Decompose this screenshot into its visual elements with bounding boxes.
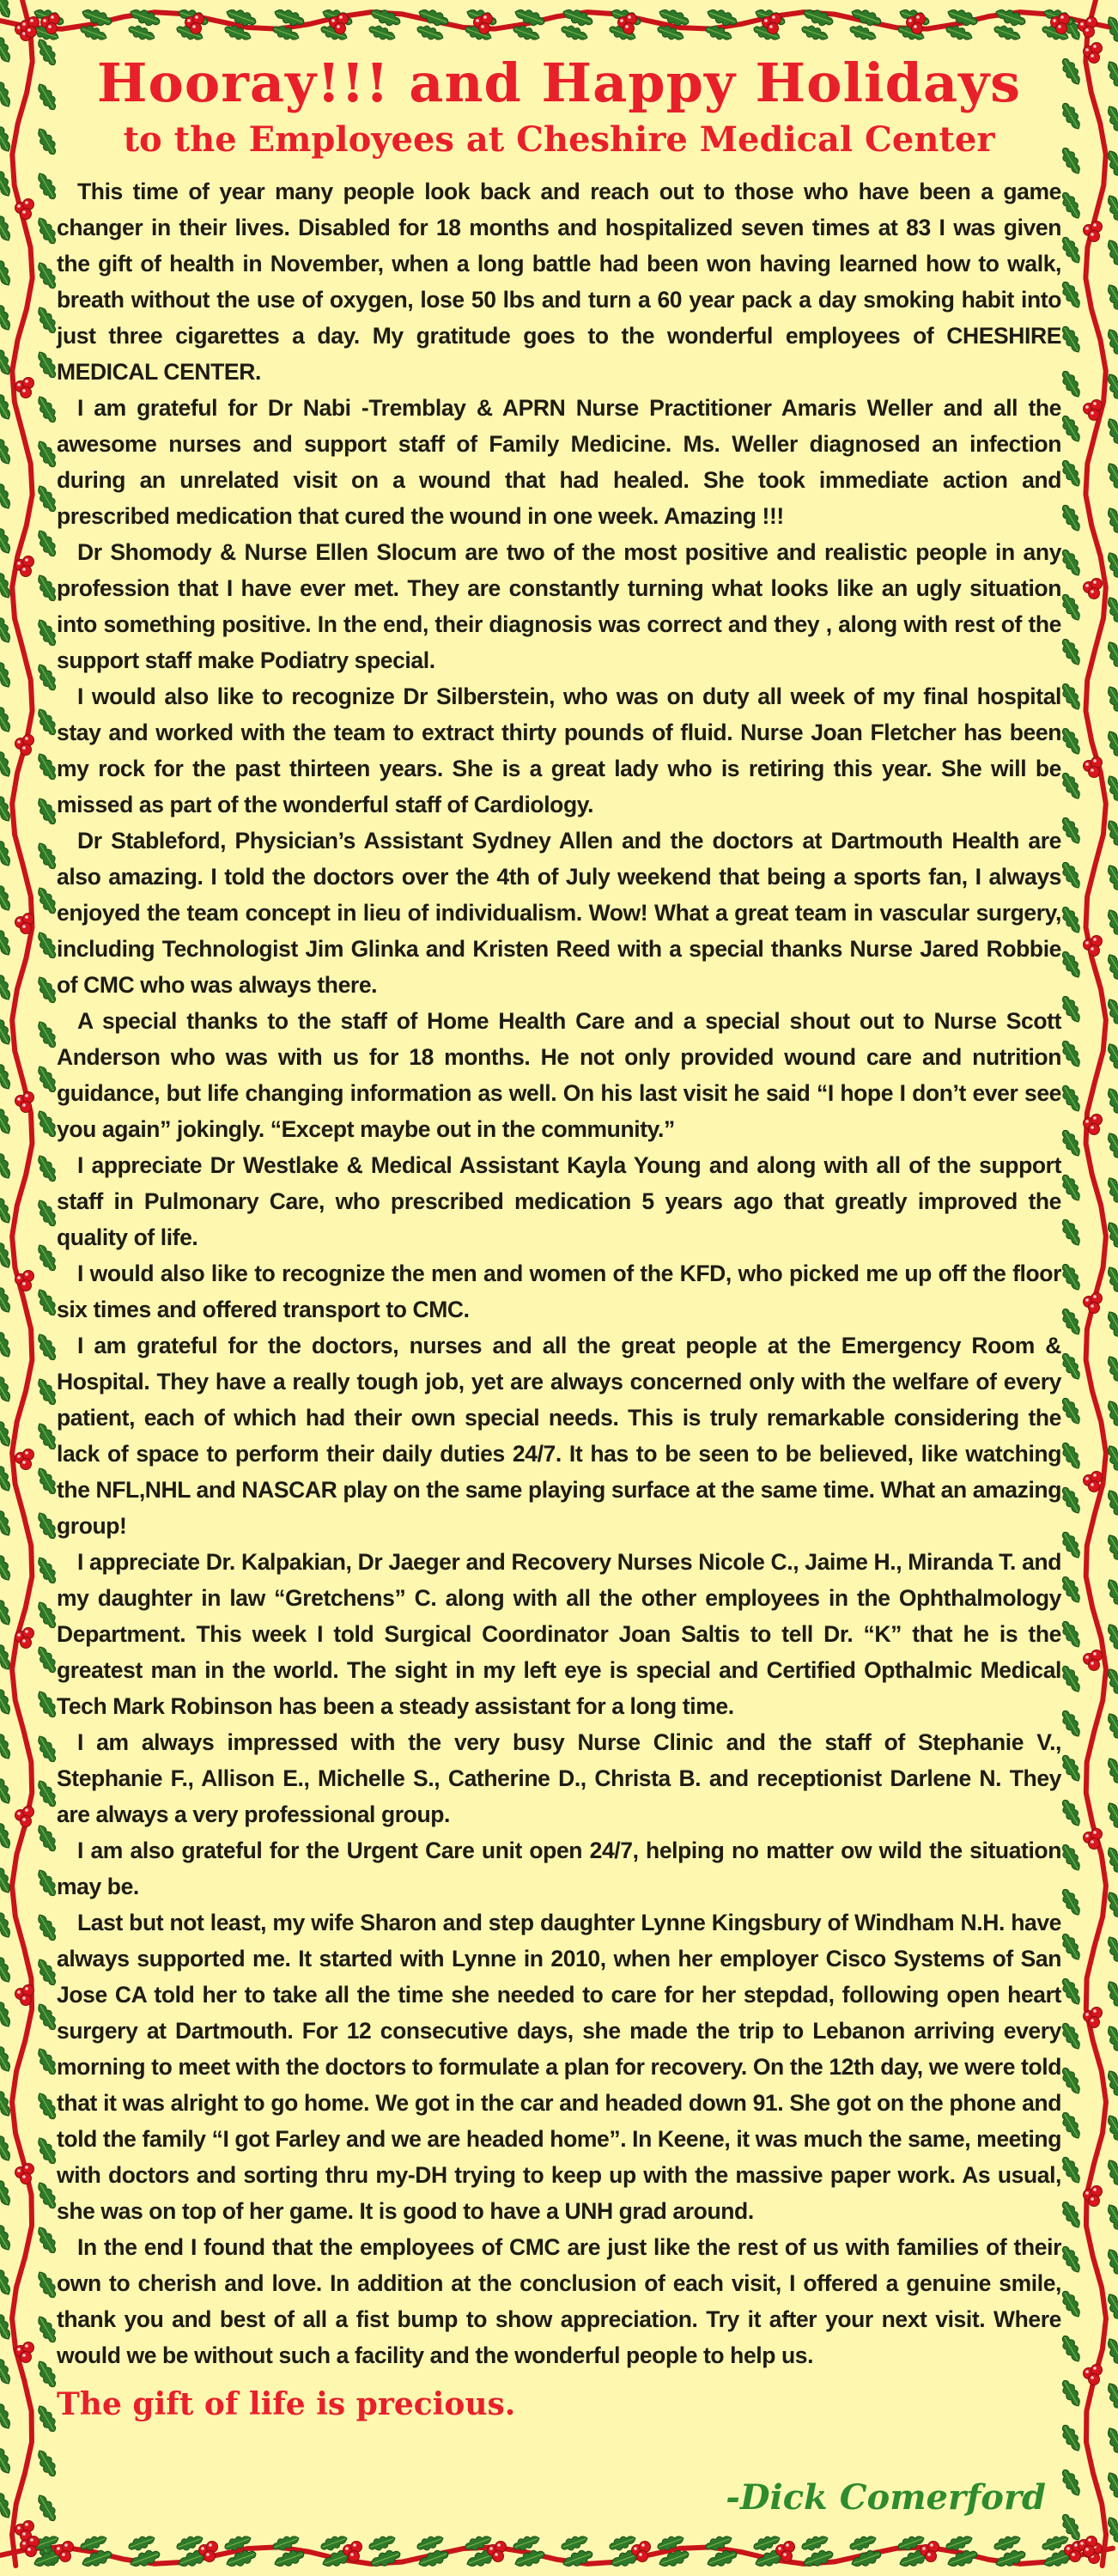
holly-leaf [993,6,1027,29]
holly-leaf [0,298,15,333]
holly-leaf [34,1420,60,1452]
holly-leaf [34,2447,60,2479]
holly-leaf [1059,1485,1085,1516]
holly-leaf [1059,413,1085,445]
holly-leaf [34,1018,60,1050]
holly-leaf [1103,2470,1118,2505]
holly-leaf [0,1280,15,1315]
holly-leaf [1059,949,1085,981]
paragraph: I would also like to recognize the men and women of the KFD, who picked me up off the floor six times and offered transport to CMC. [57,1261,1061,1322]
holly-leaf [0,432,15,467]
holly-leaf [0,2129,15,2164]
holly-leaf [1059,1261,1085,1293]
holly-leaf [34,170,60,202]
holly-leaf [0,2352,15,2387]
holly-leaf [800,23,830,44]
holly-leaf [0,2397,15,2432]
holly-leaf [0,1727,15,1762]
holly-leaf [0,209,15,244]
holly-leaf [0,2173,15,2208]
holly-leaf [34,125,60,157]
holly-berries [1084,1650,1103,1671]
holly-leaf [561,6,594,29]
holly-leaf [0,923,15,958]
holly-leaf [34,1197,60,1229]
holly-leaf [1103,862,1118,897]
holly-leaf [1103,2425,1118,2460]
holly-leaf [1103,2202,1118,2237]
holly-leaf [1103,1085,1118,1121]
holly-leaf [34,1376,60,1407]
holly-leaf [34,1152,60,1184]
holly-leaf [1059,1440,1085,1472]
holly-leaf [1103,2380,1118,2415]
holly-leaf [0,1548,15,1583]
holly-leaf [34,36,60,68]
holly-leaf [1103,683,1118,719]
holly-leaf [0,968,15,1003]
holly-leaf [34,617,60,648]
holly-leaf [0,878,15,914]
holly-leaf [0,1816,15,1851]
holly-leaf [1103,14,1118,49]
holly-leaf [1059,1574,1085,1606]
holly-leaf [1059,1619,1085,1650]
holly-leaf [34,750,60,782]
ribbon-decoration [0,12,1113,29]
holly-leaf [1059,1083,1085,1115]
holly-leaf [0,744,15,780]
paragraph: I appreciate Dr Westlake & Medical Assistant Kayla Young and along with all of the support staff in Pulmonary Care, who prescribed medication 5 years ago that greatly improved the quality of life. [57,1152,1061,1250]
holly-leaf [1103,1309,1118,1344]
holly-leaf [34,1777,60,1809]
holly-leaf [1103,1175,1118,1210]
holly-leaf [1059,1529,1085,1561]
holly-leaf [1059,2467,1085,2499]
holly-leaf [34,1242,60,1273]
holly-leaf [368,6,402,29]
holly-leaf [1059,279,1085,311]
holly-leaf [34,2403,60,2434]
holly-leaf [34,572,60,604]
holly-leaf [1059,860,1085,891]
holly-leaf [128,6,161,29]
holly-leaf [34,2090,60,2122]
holly-leaf [1059,458,1085,489]
holly-leaf [0,75,15,110]
holly-leaf [1103,103,1118,138]
holly-leaf [1059,547,1085,579]
holly-leaf [34,2269,60,2300]
holly-leaf [1059,726,1085,757]
holly-leaf [1059,636,1085,668]
holly-leaf [1103,1398,1118,1433]
holly-leaf [1103,1800,1118,1835]
holly-leaf [127,2533,157,2554]
holly-leaf [1059,2244,1085,2275]
holly-leaf [801,6,835,29]
holly-leaf [1059,368,1085,400]
holly-leaf [993,23,1023,44]
holly-leaf [1059,1351,1085,1382]
holly-leaf [34,2492,60,2524]
holly-leaf [0,2263,15,2298]
holly-berries [1084,2365,1103,2385]
holly-leaf [34,438,60,470]
holly-leaf [0,1146,15,1182]
paragraph: I appreciate Dr. Kalpakian, Dr Jaeger and Recovery Nurses Nicole C., Jaime H., Miranda T. and my daughter in law “Gretchens” C. along with all the other employees in the Ophthalmology Department. This week I told Surgical Coordinator Joan Saltis to tell Dr. “K” that he is the greatest man in the world. The sight in my left eye is special and Certified Opthalmic Medical Tech Mark Robinson has been a steady assistant for a long time. [57,1549,1061,1719]
holly-leaf [0,253,15,289]
holly-leaf [1059,190,1085,222]
holly-leaf [0,477,15,512]
paragraph: Dr Stableford, Physician’s Assistant Sydney Allen and the doctors at Dartmouth Health are also amazing. I told the doctors over the 4th of July weekend that being a sports fan, I always enjoyed the team concept in lieu of individualism. Wow! What a great team in vascular surgery, including Technologist Jim Glinka and Kristen Reed with a special thanks Nurse Jared Robbie of CMC who was always there. [57,828,1061,998]
holly-leaf [127,23,157,44]
holly-leaf [0,2218,15,2253]
holly-leaf [1059,681,1085,713]
holly-leaf [34,2358,60,2390]
holly-leaf [0,1370,15,1405]
holly-leaf [0,0,15,21]
holly-leaf [34,795,60,827]
holly-leaf [1103,1353,1118,1388]
holly-leaf [1059,1395,1085,1427]
ribbon-decoration [1085,0,1106,2566]
holly-leaf [0,1057,15,1092]
holly-leaf [0,655,15,690]
paragraph: I am also grateful for the Urgent Care unit open 24/7, helping no matter ow wild the situation may be. [57,1838,1061,1899]
holly-leaf [0,1995,15,2030]
holly-leaf [1103,1130,1118,1165]
holly-leaf [34,1643,60,1675]
holly-leaf [368,23,398,44]
holly-leaf [800,2533,830,2554]
holly-leaf [1103,1264,1118,1299]
holly-berries [1084,1293,1103,1314]
holly-leaf [416,2533,446,2554]
holly-leaf [0,2039,15,2075]
holly-leaf [34,2135,60,2166]
holly-berries [1084,1829,1103,1850]
holly-leaf [1059,2378,1085,2409]
holly-leaf [0,1771,15,1807]
holly-leaf [34,349,60,380]
holly-leaf [1059,592,1085,623]
holly-leaf [1103,907,1118,942]
holly-leaf [34,1510,60,1541]
holly-leaf [34,304,60,336]
holly-leaf [1103,1487,1118,1522]
holly-leaf [0,834,15,869]
holly-leaf [34,2001,60,2032]
holly-leaf [1103,58,1118,94]
holly-leaf [34,1867,60,1899]
paragraph: I would also like to recognize Dr Silberstein, who was on duty all week of my final hospital stay and worked with the team to extract thirty pounds of fluid. Nurse Joan Fletcher has been my rock for the past thirteen years. She is a great lady who is retiring this year. She will be missed as part of the wonderful staff of Cardiology. [57,683,1061,817]
holly-leaf [34,1108,60,1139]
holly-leaf [34,1599,60,1631]
holly-leaf [0,1325,15,1360]
holly-leaf [1103,460,1118,495]
holly-leaf [1103,1532,1118,1567]
holly-leaf [1059,1306,1085,1338]
holly-leaf [1103,2023,1118,2058]
holly-leaf [1059,993,1085,1025]
holly-leaf [34,974,60,1005]
holly-leaf [1059,1172,1085,1204]
paragraph: I am grateful for the doctors, nurses and all the great people at the Emergency Room & Hospital. They have a really tough job, yet are always concerned only with the welfare of every patient, each of which had their own special needs. This is truly remarkable considering the lack of space to perform their daily duties 24/7. It has to be seen to be believed, like watching the NFL,NHL and NASCAR play on the same playing surface at the same time. What an amazing group! [57,1333,1061,1539]
subheadline: to the Employees at Cheshire Medical Center [123,119,995,160]
holly-leaf [1103,237,1118,272]
holly-leaf [560,2533,590,2554]
holly-leaf [1059,1708,1085,1740]
letter-body [57,173,1061,2373]
holly-leaf [1059,502,1085,534]
holly-leaf [848,23,878,44]
holly-leaf [1103,639,1118,674]
holly-leaf [34,81,60,112]
holly-leaf [0,2441,15,2476]
holly-leaf [1103,1710,1118,1746]
paragraph: Last but not least, my wife Sharon and step daughter Lynne Kingsbury of Windham N.H. have always supported me. It started with Lynne in 2010, when her employer Cisco Systems of San Jose CA told her to take all the time she needed to care for her stepdad, following open heart surgery at Dartmouth. For 12 consecutive days, she made the trip to Lebanon arriving every morning to meet with the doctors to formulate a plan for recovery. On the 12th day, we were told that it was alright to go home. We got in the car and headed down 91. She got on the phone and told the family “I got Farley and we are headed home”. In Keene, it was much the same, meeting with doctors and sorting thru my-DH trying to keep up with the massive paper work. As usual, she was on top of her game. It is good to have a UNH grad around. [57,1910,1061,2224]
holly-leaf [1059,1127,1085,1159]
holly-berries [15,1449,34,1470]
holly-leaf [34,1911,60,1943]
holly-leaf [1103,416,1118,451]
holly-leaf [1059,1217,1085,1249]
holly-leaf [1103,1755,1118,1790]
holly-leaf [1059,2288,1085,2320]
holly-leaf [34,527,60,559]
holly-leaf [1059,1038,1085,1070]
holly-leaf [1059,1886,1085,1918]
holly-leaf [1059,1797,1085,1829]
holly-leaf [34,1331,60,1363]
holly-leaf [34,393,60,425]
holly-leaf [368,2547,402,2570]
holly-leaf [34,706,60,738]
holly-leaf [1059,324,1085,355]
holly-leaf [1103,951,1118,987]
holly-leaf [801,2547,835,2570]
signature: -Dick Comerford [726,2477,1046,2518]
holly-leaf [0,1950,15,1985]
holly-leaf [34,929,60,961]
holly-leaf [1059,1753,1085,1784]
holly-leaf [1059,2020,1085,2052]
paragraph: A special thanks to the staff of Home Health Care and a special shout out to Nurse Scott Anderson who was with us for 18 months. He not only provided wound care and nutrition guidance, but life changing information as well. On his last visit he said “I hope I don’t ever see you again” jokingly. “Except maybe out in the community.” [57,1008,1061,1142]
holly-leaf [1059,1931,1085,1963]
holly-leaf [0,521,15,556]
holly-leaf [1059,904,1085,936]
holly-leaf [0,1102,15,1137]
holly-leaf [0,700,15,735]
holly-leaf [1059,770,1085,802]
holly-leaf [1103,192,1118,228]
holly-leaf [1103,728,1118,763]
holly-berries [1084,222,1103,242]
holly-leaf [34,1554,60,1586]
ribbon-decoration [0,2547,1113,2564]
holly-leaf [34,2224,60,2256]
holly-leaf [1103,505,1118,540]
holly-leaf [34,1286,60,1318]
holly-berries [1084,400,1103,421]
holly-leaf [1059,2199,1085,2231]
holly-leaf [34,2179,60,2211]
holly-leaf [1103,1978,1118,2014]
holly-leaf [34,1465,60,1497]
holly-leaf [34,1733,60,1765]
headline: Hooray!!! and Happy Holidays [96,52,1022,114]
paragraph: I am always impressed with the very busy Nurse Clinic and the staff of Stephanie V., Stephanie F., Allison E., Michelle S., Catherine D., Christa B. and receptionist Darlene N. They are always a very professional group. [57,1729,1061,1827]
holly-leaf [1059,145,1085,177]
holly-berries [1084,757,1103,778]
holly-berries [15,1092,34,1113]
holly-leaf [0,1593,15,1628]
holly-leaf [34,483,60,514]
closing-line: The gift of life is precious. [57,2386,516,2422]
holly-leaf [34,1956,60,1988]
holly-berries [15,735,34,756]
holly-berries [15,1807,34,1827]
holly-leaf [34,1822,60,1854]
holly-leaf [128,2547,161,2570]
holly-berries [15,914,34,934]
holly-leaf [1059,1842,1085,1874]
holly-leaf [1103,2246,1118,2281]
holly-leaf [34,2313,60,2345]
holly-leaf [34,661,60,693]
paragraph: I am grateful for Dr Nabi -Tremblay & APRN Nurse Practitioner Amaris Weller and all the awesome nurses and support staff of Family Medicine. Ms. Weller diagnosed an infection during an unrelated visit on a wound that had healed. She took immediate action and prescribed medication that cured the wound in one week. Amazing !!! [57,395,1061,529]
holly-leaf [368,2533,398,2554]
holly-leaf [560,23,590,44]
holly-leaf [1059,2333,1085,2365]
holly-leaf [1059,1663,1085,1695]
holly-berries [1084,1472,1103,1492]
holly-leaf [34,215,60,246]
holly-berries [15,2164,34,2184]
letter-content [57,52,1061,2524]
holly-leaf [1059,2110,1085,2142]
holly-leaf [1059,815,1085,847]
holly-leaf [0,1504,15,1539]
paragraph: Dr Shomody & Nurse Ellen Slocum are two of the most positive and realistic people in any profession that I have ever met. They are constantly turning what looks like an ugly situation into something positive. In the end, their diagnosis was correct and they , along with rest of the support staff make Podiatry special. [57,539,1061,673]
holly-leaf [1059,56,1085,88]
holly-leaf [34,840,60,872]
holly-leaf [416,23,446,44]
holly-leaf [848,2533,878,2554]
holly-leaf [993,2547,1027,2570]
holly-berries [15,378,34,398]
paragraph: This time of year many people look back and reach out to those who have been a game changer in their lives. Disabled for 18 months and hospitalized seven times at 83 I was given the gift of health in November, when a long battle had been won having learned how to walk, breath without the use of oxygen, lose 50 lbs and turn a 60 year pack a day smoking habit into just three cigarettes a day. My gratitude goes to the wonderful employees of CHESHIRE MEDICAL CENTER. [57,179,1061,385]
holly-leaf [1103,1577,1118,1612]
holly-leaf [1059,2422,1085,2454]
holly-leaf [1059,2154,1085,2186]
holly-leaf [1103,282,1118,317]
paragraph: In the end I found that the employees of CMC are just like the rest of us with families of their own to cherish and love. In addition at the conclusion of each visit, I offered a genuine smile, thank you and best of all a fist bump to show appreciation. Try it after your next visit. Where would we be without such a facility and the wonderful people to help us. [57,2234,1061,2368]
holly-berries [15,1985,34,2006]
holly-leaf [0,30,15,65]
holly-leaf [34,259,60,291]
holly-leaf [1059,1976,1085,2008]
holly-leaf [993,2533,1023,2554]
holly-berries [1084,579,1103,599]
holly-leaf [34,884,60,916]
holly-leaf [1059,2065,1085,2097]
holly-leaf [1103,1934,1118,1969]
holly-leaf [34,1063,60,1095]
holly-leaf [34,1688,60,1720]
holly-leaf [1103,2157,1118,2192]
holly-leaf [34,2045,60,2077]
holly-leaf [1059,234,1085,266]
holly-leaf [561,2547,594,2570]
holly-leaf [1059,100,1085,132]
